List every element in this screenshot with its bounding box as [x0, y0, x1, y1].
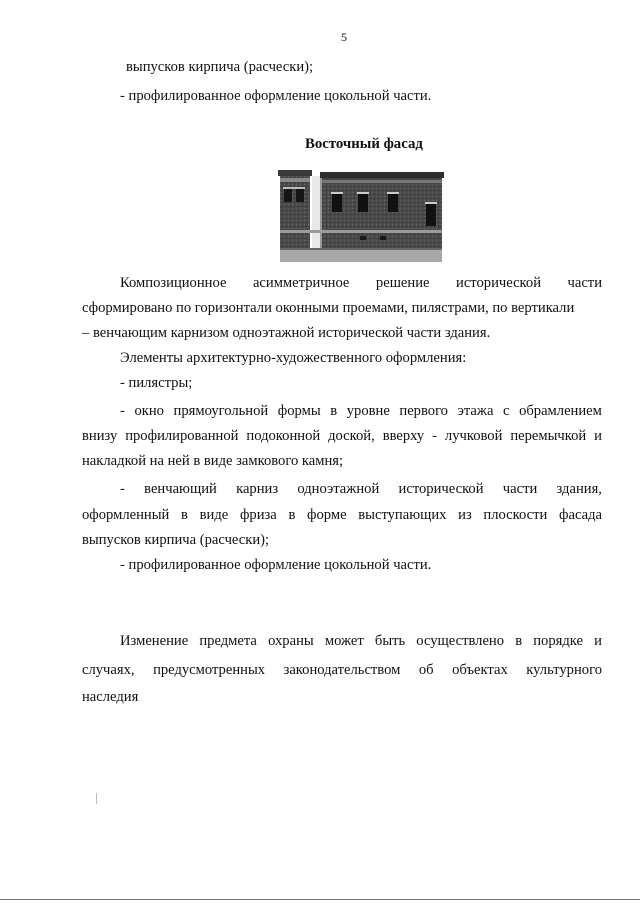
paragraph-line-justified: Изменение предмета охраны может быть осуществлено в порядке и	[120, 633, 602, 649]
text-line: выпусков кирпича (расчески);	[82, 532, 270, 548]
scan-speck	[96, 793, 97, 804]
paragraph-line-justified: внизу профилированной подоконной доской, вверху - лучковой перемычкой и	[82, 428, 602, 444]
list-item: - пилястры;	[120, 375, 193, 391]
paragraph-line-justified: Композиционное асимметричное решение исторической части	[120, 275, 602, 291]
section-title: Восточный фасад	[305, 136, 423, 152]
paragraph-line-justified: - окно прямоугольной формы в уровне первого этажа с обрамлением	[120, 403, 602, 419]
page-number: 5	[341, 30, 347, 44]
text-line: накладкой на ней в виде замкового камня;	[82, 453, 344, 469]
list-item: - профилированное оформление цокольной части.	[120, 557, 432, 573]
list-intro: Элементы архитектурно-художественного оформления:	[120, 350, 467, 366]
scan-edge-line	[0, 899, 640, 900]
paragraph-line-justified: - венчающий карниз одноэтажной исторической части здания,	[120, 481, 602, 497]
text-line: выпусков кирпича (расчески);	[126, 59, 314, 75]
text-line: - профилированное оформление цокольной части.	[120, 88, 432, 104]
paragraph-line-justified: оформленный в виде фриза в форме выступающих из плоскости фасада	[82, 507, 602, 523]
text-line: сформировано по горизонтали оконными проемами, пилястрами, по вертикали	[82, 300, 575, 316]
paragraph-line-justified: случаях, предусмотренных законодательством об объектах культурного	[82, 662, 602, 678]
text-line: наследия	[82, 689, 139, 705]
building-facade-photo	[276, 168, 444, 264]
text-line: – венчающим карнизом одноэтажной исторической части здания.	[82, 325, 491, 341]
